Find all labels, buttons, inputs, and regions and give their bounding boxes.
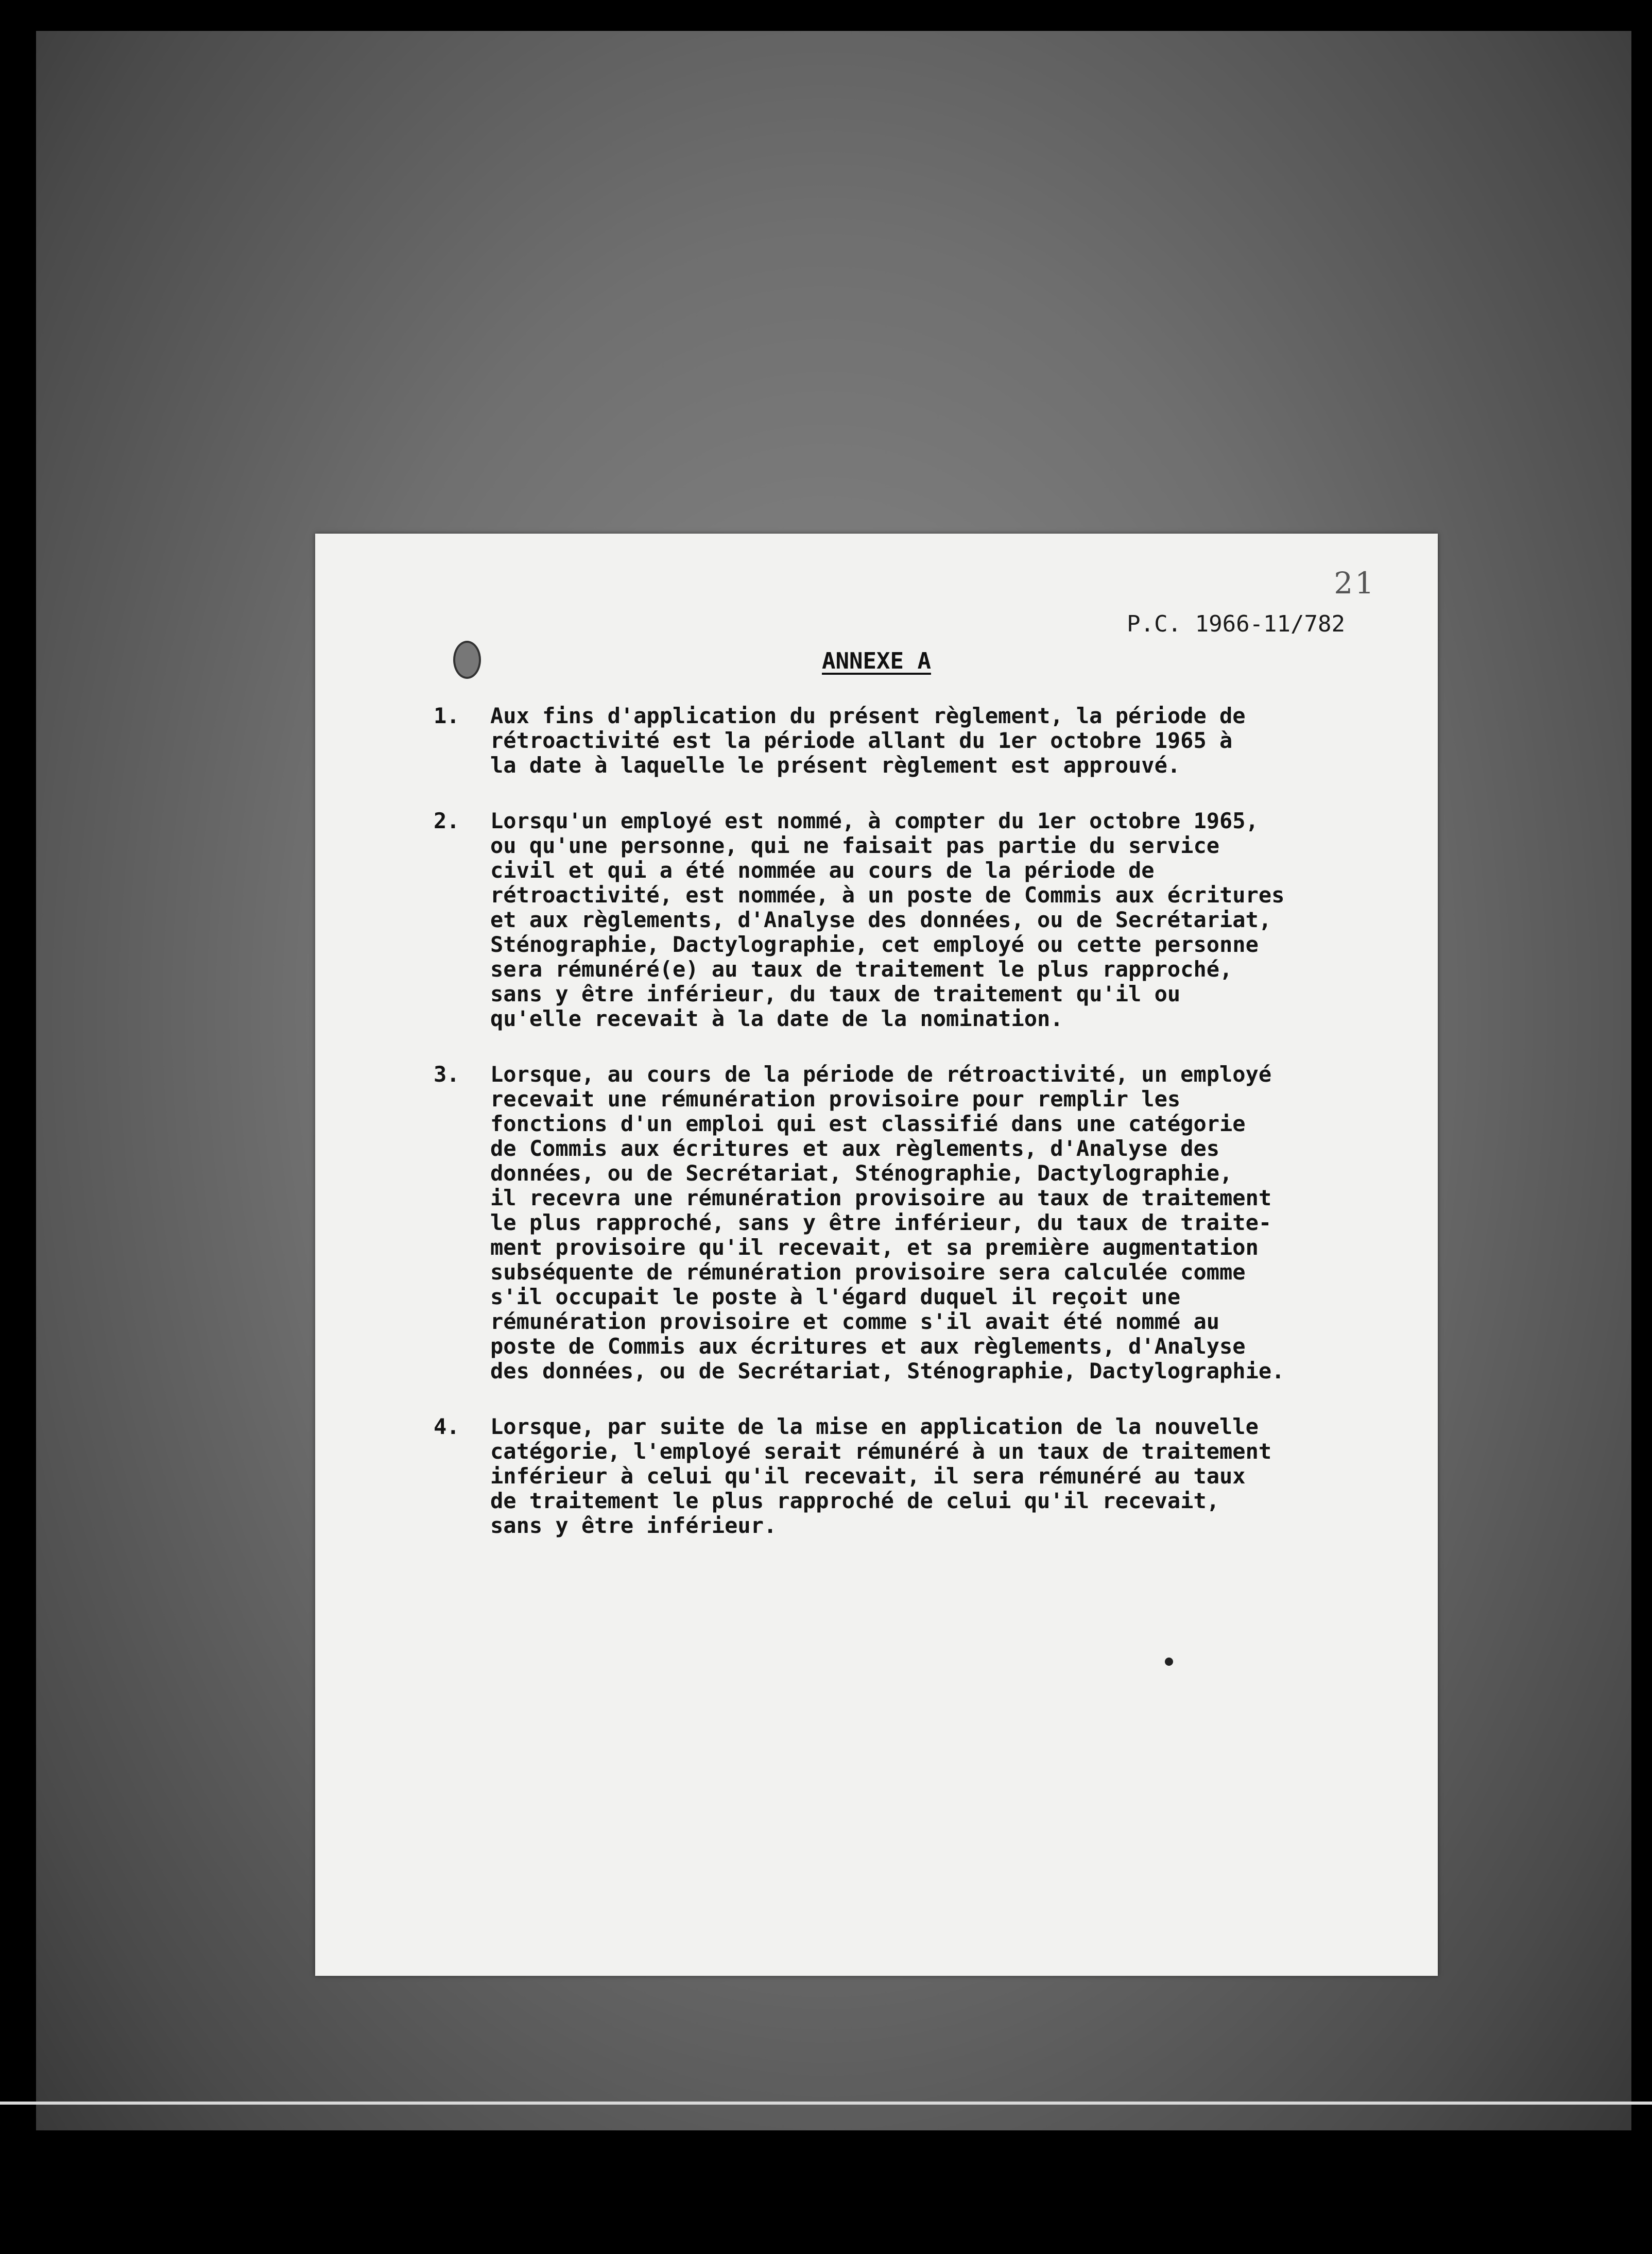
clause-2: [434, 809, 1391, 1031]
clause-number: 3.: [434, 1062, 460, 1087]
clause-text: Lorsque, au cours de la période de rétroactivité, un employé recevait une rémunération provisoire pour remplir les fonctions d'un emploi qui est classifié dans une catégorie de Commis aux écritures et aux règlements, d'Analyse des données, ou de Secrétariat, Sténographie, Dactylographie, il recevra une rémunération provisoire au taux de traitement le plus rapproché, sans y être inférieur, du taux de traite- ment provisoire qu'il recevait, et sa première augmentation subséquente de rémunération provisoire sera calculée comme s'il occupait le poste à l'égard duquel il reçoit une rémunération provisoire et comme s'il avait été nommé au poste de Commis aux écritures et aux règlements, d'Analyse des données, ou de Secrétariat, Sténographie, Dactylographie.: [490, 1062, 1285, 1384]
document-page: [315, 534, 1438, 1976]
clause-3: [434, 1062, 1391, 1384]
clause-list: [434, 704, 1391, 1569]
clause-4: [434, 1414, 1391, 1538]
clause-text: Lorsque, par suite de la mise en application de la nouvelle catégorie, l'employé serait rémunéré à un taux de traitement inférieur à celui qu'il recevait, il sera rémunéré au taux de traitement le plus rapproché de celui qu'il recevait, sans y être inférieur.: [490, 1414, 1272, 1538]
order-in-council-reference: P.C. 1966-11/782: [1127, 611, 1345, 637]
film-border-left: [0, 0, 36, 2254]
clause-text: Aux fins d'application du présent règlement, la période de rétroactivité est la période allant du 1er octobre 1965 à la date à laquelle le présent règlement est approuvé.: [490, 703, 1246, 778]
film-border-right: [1631, 0, 1652, 2254]
annex-title: [315, 648, 1438, 674]
page-number: 21: [1334, 566, 1376, 601]
ink-speck: [1165, 1658, 1173, 1666]
film-scratch-line: [0, 2102, 1652, 2105]
clause-1: [434, 704, 1391, 778]
clause-number: 2.: [434, 808, 460, 833]
clause-number: 4.: [434, 1414, 460, 1439]
film-border-top: [0, 0, 1652, 31]
clause-text: Lorsqu'un employé est nommé, à compter du 1er octobre 1965, ou qu'une personne, qui ne faisait pas partie du service civil et qui a été nommée au cours de la période de rétroactivité, est nommée, à un poste de Commis aux écritures et aux règlements, d'Analyse des données, ou de Secrétariat, Sténographie, Dactylographie, cet employé ou cette personne sera rémunéré(e) au taux de traitement le plus rapproché, sans y être inférieur, du taux de traitement qu'il ou qu'elle recevait à la date de la nomination.: [490, 808, 1285, 1031]
clause-number: 1.: [434, 703, 460, 728]
film-border-bottom: [0, 2130, 1652, 2254]
annex-title-text: ANNEXE A: [822, 648, 931, 674]
